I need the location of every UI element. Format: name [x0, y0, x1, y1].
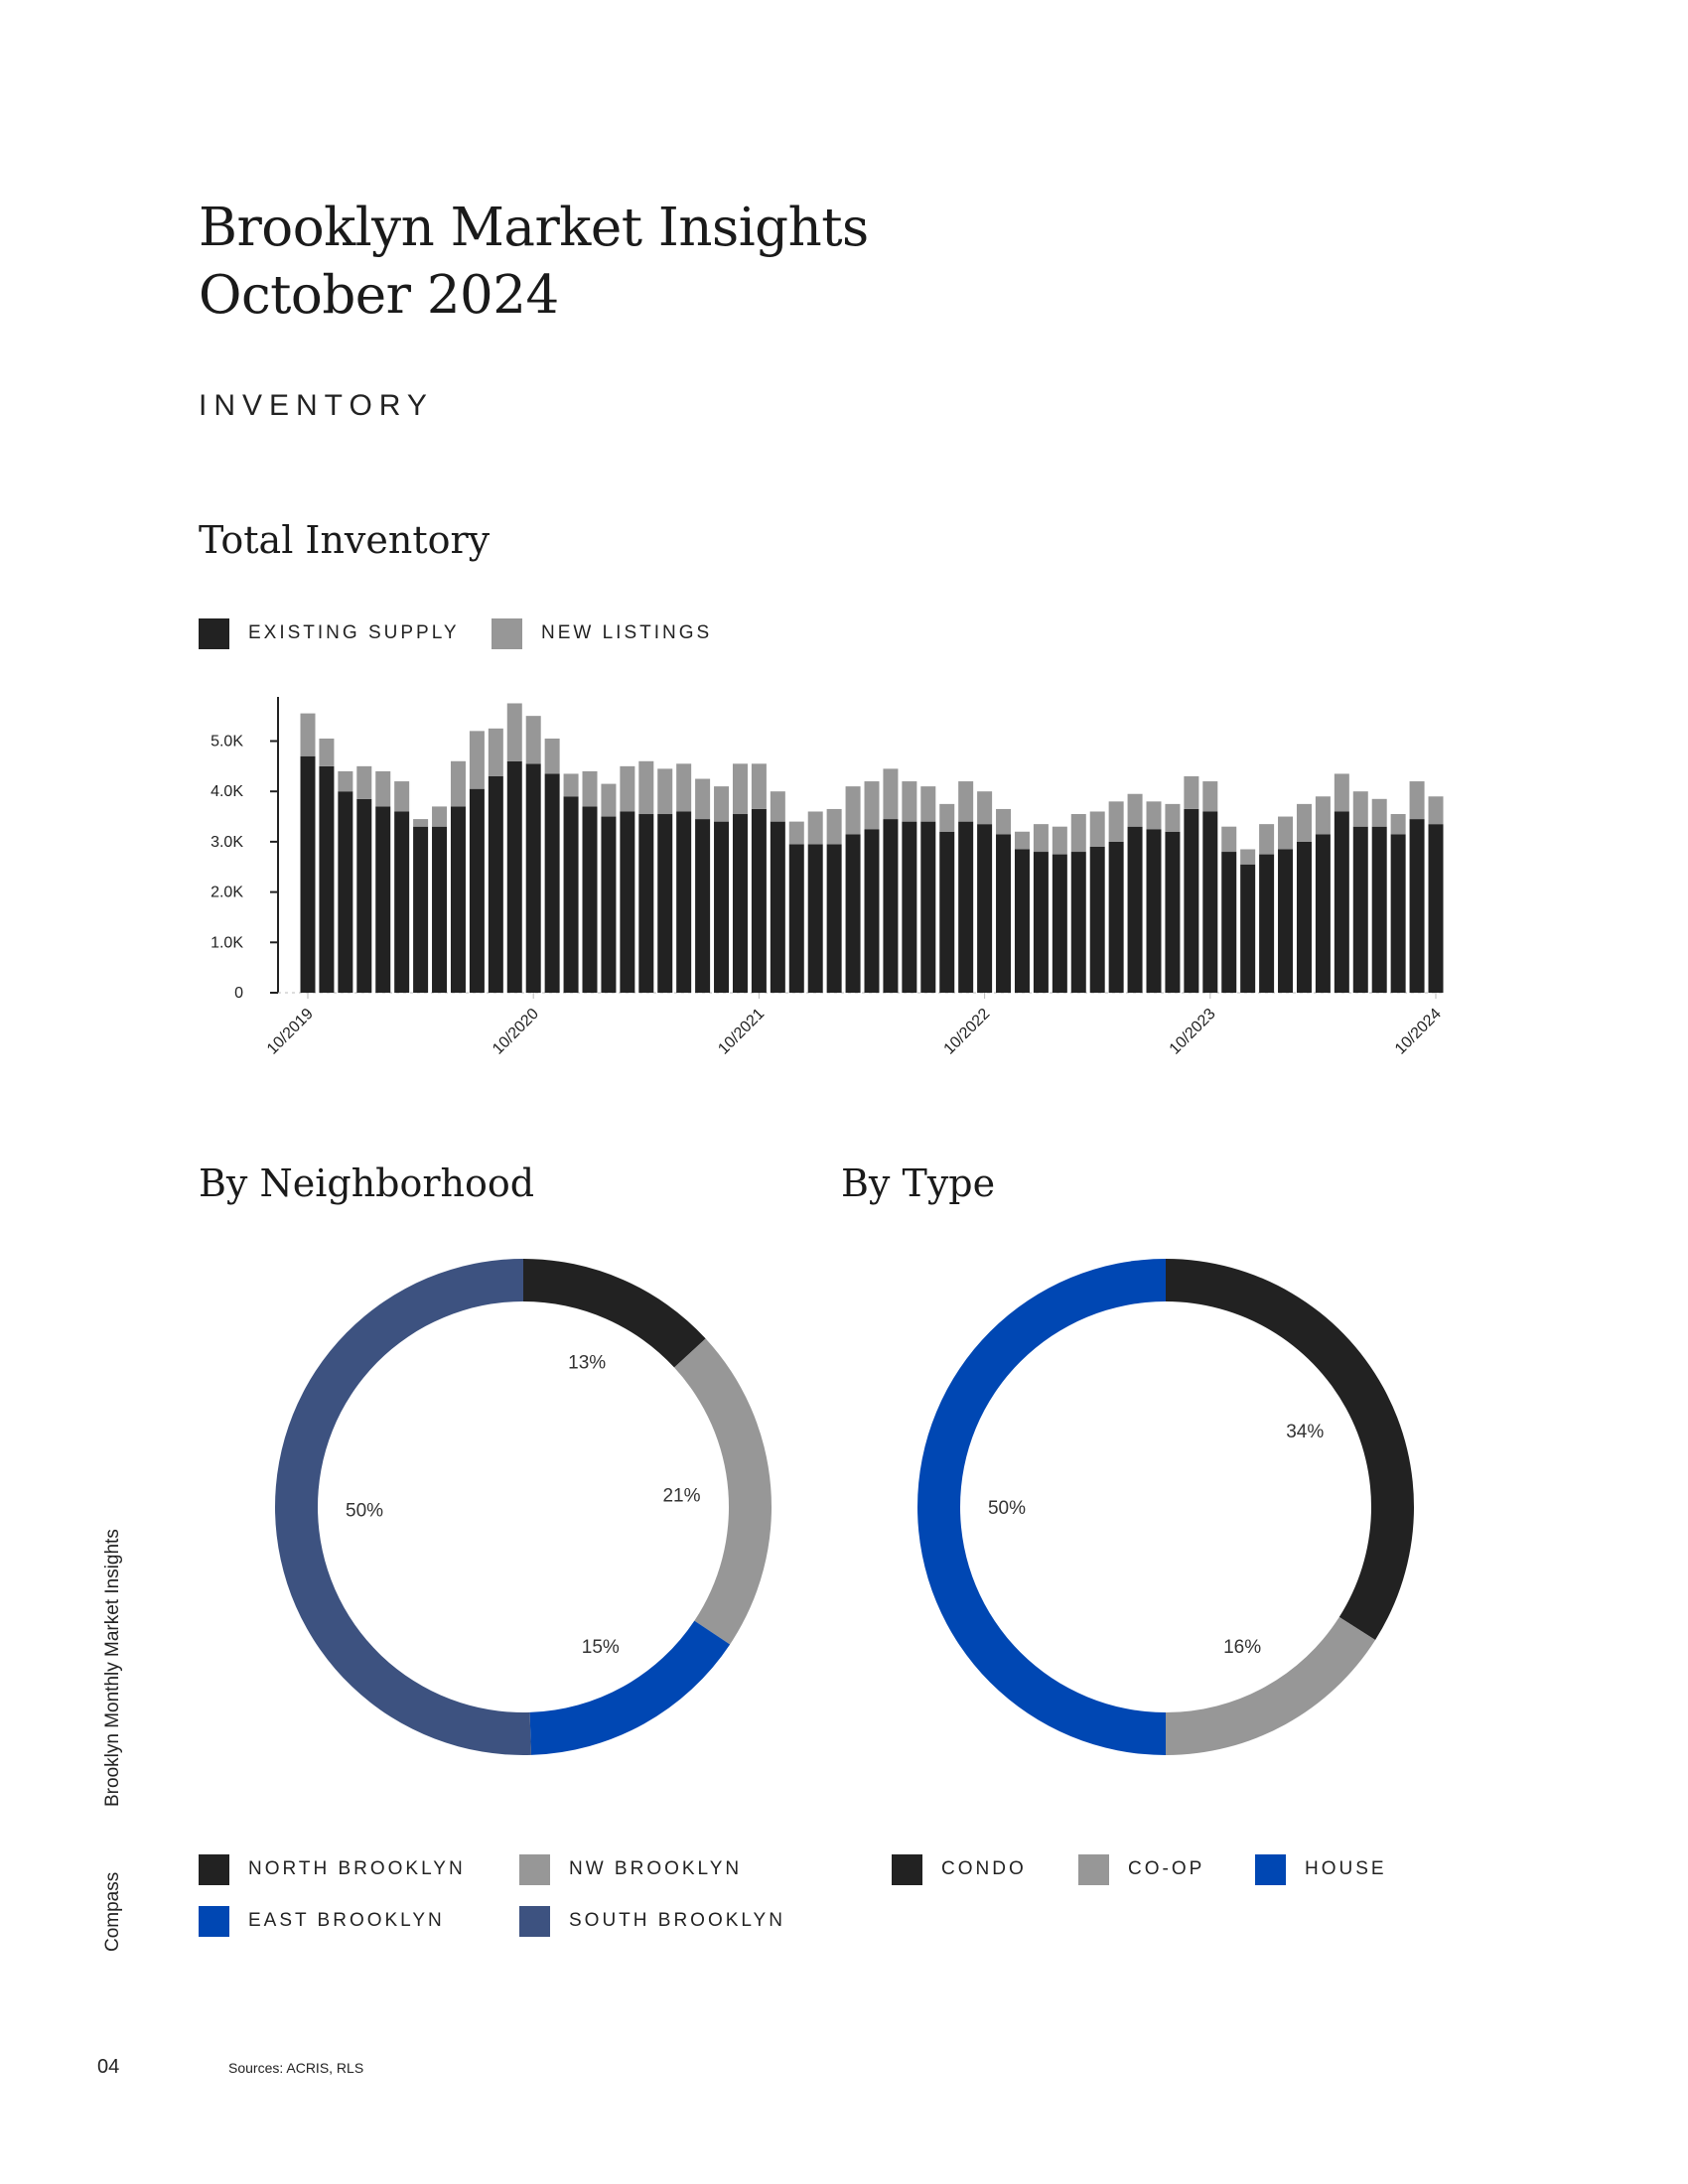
- existing-supply-bar: [1034, 852, 1049, 993]
- existing-supply-bar: [771, 822, 785, 993]
- new-listings-bar: [902, 781, 916, 822]
- new-listings-bar: [413, 819, 428, 827]
- existing-supply-bar: [676, 811, 691, 993]
- new-listings-bar: [846, 786, 861, 834]
- new-listings-bar: [827, 809, 842, 844]
- y-tick-label: 1.0K: [211, 934, 243, 952]
- legend-label-nw-brooklyn: NW BROOKLYN: [569, 1858, 743, 1879]
- x-tick-label: 10/2024: [1391, 1005, 1445, 1058]
- new-listings-bar: [1297, 804, 1312, 842]
- existing-supply-bar: [1335, 811, 1349, 993]
- legend-label-south-brooklyn: SOUTH BROOKLYN: [569, 1910, 785, 1931]
- legend-label-east-brooklyn: EAST BROOKLYN: [248, 1910, 445, 1931]
- neighborhood-label-nw-brooklyn: 21%: [662, 1485, 701, 1507]
- total-inventory-title: Total Inventory: [199, 518, 491, 562]
- side-text-brand: Compass: [102, 1871, 123, 1952]
- existing-supply-bar: [1184, 809, 1198, 993]
- new-listings-bar: [1053, 827, 1067, 855]
- existing-supply-bar: [319, 766, 334, 993]
- new-listings-bar: [977, 791, 992, 824]
- new-listings-bar: [1410, 781, 1425, 819]
- by-neighborhood-title: By Neighborhood: [199, 1161, 535, 1205]
- existing-supply-bar: [1221, 852, 1236, 993]
- existing-supply-bar: [883, 819, 898, 993]
- existing-supply-bar: [865, 829, 880, 993]
- by-type-donut-chart: [908, 1249, 1424, 1765]
- legend-label-condo: CONDO: [941, 1858, 1027, 1879]
- existing-supply-bar: [1297, 842, 1312, 993]
- existing-supply-bar: [1391, 834, 1406, 993]
- legend-label-existing-supply: EXISTING SUPPLY: [248, 622, 460, 643]
- new-listings-bar: [1109, 801, 1124, 842]
- new-listings-bar: [789, 822, 804, 845]
- new-listings-bar: [1391, 814, 1406, 834]
- existing-supply-bar: [752, 809, 767, 993]
- y-tick-label: 0: [234, 985, 243, 1002]
- new-listings-bar: [1090, 811, 1105, 846]
- new-listings-bar: [883, 768, 898, 819]
- new-listings-bar: [1165, 804, 1180, 832]
- y-tick-label: 4.0K: [211, 783, 243, 801]
- existing-supply-bar: [564, 796, 579, 993]
- new-listings-bar: [1184, 776, 1198, 809]
- new-listings-bar: [996, 809, 1011, 834]
- existing-supply-bar: [301, 756, 316, 993]
- existing-supply-bar: [920, 822, 935, 993]
- new-listings-bar: [356, 766, 371, 799]
- new-listings-bar: [451, 761, 466, 807]
- existing-supply-bar: [1015, 850, 1030, 993]
- new-listings-bar: [489, 729, 503, 776]
- new-listings-bar: [545, 739, 560, 773]
- existing-supply-bar: [902, 822, 916, 993]
- existing-supply-bar: [394, 811, 409, 993]
- x-tick-label: 10/2020: [490, 1005, 543, 1058]
- neighborhood-slice-south-brooklyn: [275, 1259, 531, 1755]
- existing-supply-bar: [977, 824, 992, 993]
- new-listings-bar: [1259, 824, 1274, 854]
- neighborhood-label-south-brooklyn: 50%: [346, 1500, 384, 1522]
- existing-supply-bar: [1278, 850, 1293, 993]
- existing-supply-bar: [375, 806, 390, 993]
- new-listings-bar: [1278, 817, 1293, 850]
- existing-supply-bar: [1372, 827, 1387, 993]
- y-tick-label: 2.0K: [211, 884, 243, 901]
- x-tick-label: 10/2023: [1166, 1005, 1219, 1058]
- existing-supply-bar: [1109, 842, 1124, 993]
- new-listings-bar: [432, 806, 447, 826]
- x-tick-label: 10/2019: [263, 1005, 317, 1058]
- page-title-line-1: Brooklyn Market Insights: [199, 198, 869, 258]
- new-listings-bar: [733, 763, 748, 814]
- existing-supply-bar: [996, 834, 1011, 993]
- type-label-house: 50%: [987, 1498, 1027, 1519]
- type-slice-condo: [1166, 1259, 1414, 1640]
- new-listings-bar: [1034, 824, 1049, 852]
- legend-swatch-north-brooklyn: [199, 1854, 229, 1885]
- existing-supply-bar: [827, 844, 842, 993]
- new-listings-bar: [1015, 832, 1030, 850]
- neighborhood-label-north-brooklyn: 13%: [568, 1352, 607, 1374]
- existing-supply-bar: [1147, 829, 1162, 993]
- section-label: INVENTORY: [199, 389, 434, 422]
- new-listings-bar: [470, 731, 485, 788]
- new-listings-bar: [752, 763, 767, 809]
- legend-label-new-listings: NEW LISTINGS: [541, 622, 713, 643]
- existing-supply-bar: [545, 773, 560, 993]
- legend-swatch-co-op: [1078, 1854, 1109, 1885]
- existing-supply-bar: [695, 819, 710, 993]
- new-listings-bar: [638, 761, 653, 814]
- new-listings-bar: [526, 716, 541, 763]
- existing-supply-bar: [526, 763, 541, 993]
- existing-supply-bar: [356, 799, 371, 993]
- existing-supply-bar: [489, 776, 503, 993]
- total-inventory-bar-chart: [199, 685, 1489, 1102]
- page-title-line-2: October 2024: [199, 265, 559, 326]
- page-number: 04: [97, 2056, 120, 2078]
- y-tick-label: 3.0K: [211, 833, 243, 851]
- new-listings-bar: [1071, 814, 1086, 852]
- legend-swatch-condo: [892, 1854, 922, 1885]
- legend-label-co-op: CO-OP: [1128, 1858, 1205, 1879]
- existing-supply-bar: [714, 822, 729, 993]
- new-listings-bar: [695, 779, 710, 820]
- type-label-co-op: 16%: [1223, 1637, 1262, 1659]
- legend-label-north-brooklyn: NORTH BROOKLYN: [248, 1858, 466, 1879]
- new-listings-bar: [958, 781, 973, 822]
- new-listings-bar: [714, 786, 729, 821]
- existing-supply-bar: [1316, 834, 1331, 993]
- new-listings-bar: [657, 768, 672, 814]
- existing-supply-bar: [413, 827, 428, 993]
- existing-supply-bar: [1410, 819, 1425, 993]
- new-listings-bar: [920, 786, 935, 821]
- existing-supply-bar: [808, 844, 823, 993]
- existing-supply-bar: [338, 791, 352, 993]
- x-tick-label: 10/2022: [940, 1005, 994, 1058]
- existing-supply-bar: [1259, 855, 1274, 993]
- new-listings-bar: [865, 781, 880, 829]
- y-tick-label: 5.0K: [211, 733, 243, 751]
- existing-supply-bar: [432, 827, 447, 993]
- existing-supply-bar: [846, 834, 861, 993]
- existing-supply-bar: [620, 811, 634, 993]
- new-listings-bar: [1353, 791, 1368, 826]
- existing-supply-bar: [939, 832, 954, 993]
- sources-note: Sources: ACRIS, RLS: [228, 2060, 364, 2076]
- existing-supply-bar: [583, 806, 598, 993]
- new-listings-bar: [375, 771, 390, 806]
- new-listings-bar: [319, 739, 334, 766]
- existing-supply-bar: [451, 806, 466, 993]
- existing-supply-bar: [601, 817, 616, 993]
- new-listings-bar: [1316, 796, 1331, 834]
- existing-supply-bar: [1202, 811, 1217, 993]
- existing-supply-bar: [1053, 855, 1067, 993]
- new-listings-bar: [1429, 796, 1444, 824]
- existing-supply-bar: [733, 814, 748, 993]
- new-listings-bar: [507, 703, 522, 760]
- existing-supply-bar: [1240, 865, 1255, 993]
- new-listings-bar: [338, 771, 352, 791]
- legend-swatch-existing-supply: [199, 618, 229, 649]
- legend-swatch-nw-brooklyn: [519, 1854, 550, 1885]
- existing-supply-bar: [1353, 827, 1368, 993]
- new-listings-bar: [1240, 850, 1255, 865]
- type-label-condo: 34%: [1286, 1421, 1325, 1442]
- new-listings-bar: [808, 811, 823, 844]
- legend-swatch-east-brooklyn: [199, 1906, 229, 1937]
- legend-swatch-new-listings: [492, 618, 522, 649]
- new-listings-bar: [676, 763, 691, 811]
- neighborhood-label-east-brooklyn: 15%: [581, 1636, 620, 1658]
- new-listings-bar: [1128, 794, 1143, 827]
- page-title: [199, 195, 869, 330]
- legend-swatch-house: [1255, 1854, 1286, 1885]
- by-type-title: By Type: [841, 1161, 996, 1205]
- new-listings-bar: [301, 714, 316, 756]
- existing-supply-bar: [1128, 827, 1143, 993]
- new-listings-bar: [939, 804, 954, 832]
- new-listings-bar: [620, 766, 634, 812]
- existing-supply-bar: [657, 814, 672, 993]
- legend-label-house: HOUSE: [1305, 1858, 1387, 1879]
- new-listings-bar: [1335, 773, 1349, 811]
- new-listings-bar: [564, 773, 579, 796]
- new-listings-bar: [771, 791, 785, 821]
- new-listings-bar: [1147, 801, 1162, 829]
- existing-supply-bar: [470, 789, 485, 993]
- new-listings-bar: [1221, 827, 1236, 852]
- new-listings-bar: [1202, 781, 1217, 811]
- x-tick-label: 10/2021: [715, 1005, 769, 1058]
- new-listings-bar: [583, 771, 598, 806]
- existing-supply-bar: [1165, 832, 1180, 993]
- existing-supply-bar: [1090, 847, 1105, 993]
- existing-supply-bar: [958, 822, 973, 993]
- new-listings-bar: [394, 781, 409, 811]
- existing-supply-bar: [507, 761, 522, 993]
- existing-supply-bar: [1071, 852, 1086, 993]
- type-slice-house: [917, 1259, 1166, 1755]
- type-slice-co-op: [1166, 1617, 1375, 1755]
- side-text-publication: Brooklyn Monthly Market Insights: [102, 1529, 123, 1807]
- legend-swatch-south-brooklyn: [519, 1906, 550, 1937]
- new-listings-bar: [1372, 799, 1387, 827]
- neighborhood-slice-east-brooklyn: [530, 1621, 731, 1755]
- by-neighborhood-donut-chart: [265, 1249, 781, 1765]
- existing-supply-bar: [1429, 824, 1444, 993]
- new-listings-bar: [601, 784, 616, 817]
- neighborhood-slice-north-brooklyn: [523, 1259, 706, 1368]
- existing-supply-bar: [789, 844, 804, 993]
- existing-supply-bar: [638, 814, 653, 993]
